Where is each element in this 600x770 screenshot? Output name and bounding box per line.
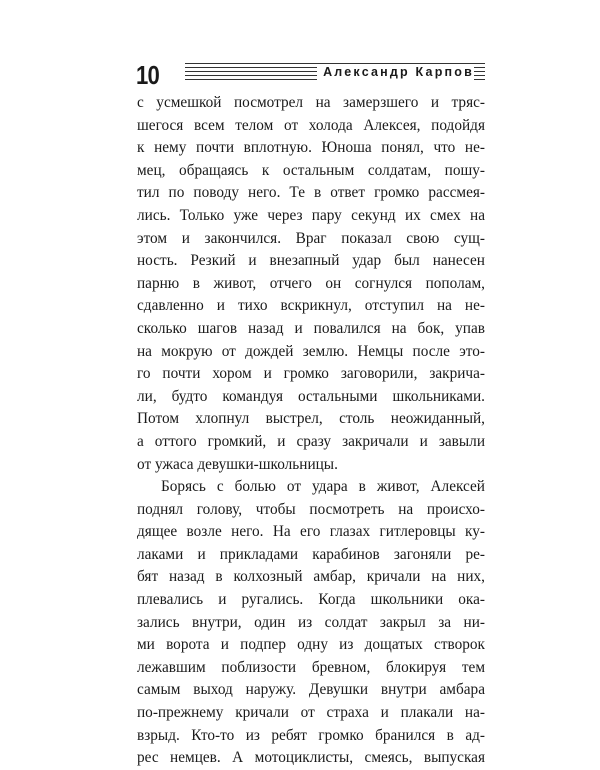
text-line: парню в живот, отчего он согнулся пополам, — [137, 274, 485, 292]
text-line: а оттого громкий, и сразу закричали и завыли — [137, 432, 485, 450]
text-line: рес немцев. А мотоциклисты, смеясь, выпуская — [137, 749, 485, 767]
text-line: этом и закончился. Враг показал свою сущ- — [137, 229, 485, 247]
text-line: Борясь с болью от удара в живот, Алексей — [161, 478, 485, 496]
page-number: 10 — [136, 60, 159, 90]
text-line: мец, обращаясь к остальным солдатам, пошу- — [137, 161, 485, 179]
text-line: ность. Резкий и внезапный удар был нанесен — [137, 252, 485, 270]
text-line: сдавленно и тихо вскрикнул, отступил на не- — [137, 297, 485, 315]
text-line: бят назад в колхозный амбар, кричали на них, — [137, 568, 485, 586]
text-line: поднял голову, чтобы посмотреть на происхо- — [137, 500, 485, 518]
running-head-author: Александр Карпов — [317, 64, 474, 80]
text-line: тил по поводу него. Те в ответ громко рассмея- — [137, 184, 485, 202]
body-text — [137, 92, 485, 770]
text-line: ми ворота и подпер одну из дощатых створок — [137, 636, 485, 654]
text-line: по-прежнему кричали от страха и плакали на- — [137, 704, 485, 722]
text-line: сколько шагов назад и повалился на бок, упав — [137, 319, 485, 337]
text-line: лежавшим поблизости бревном, блокируя тем — [137, 658, 485, 676]
text-line: лаками и прикладами карабинов загоняли ре- — [137, 545, 485, 563]
text-line: плевались и ругались. Когда школьники ока- — [137, 591, 485, 609]
text-line: ли, будто командуя остальными школьниками. — [137, 387, 485, 405]
text-line: на мокрую от дождей землю. Немцы после это- — [137, 342, 485, 360]
text-line: лись. Только уже через пару секунд их смех на — [137, 206, 485, 224]
text-line: самым выход наружу. Девушки внутри амбара — [137, 681, 485, 699]
text-line: взрыд. Кто-то из ребят громко бранился в ад- — [137, 726, 485, 744]
text-line: зались внутри, один из солдат закрыл за ни- — [137, 613, 485, 631]
text-line: дящее возле него. На его глазах гитлеровцы ку- — [137, 523, 485, 541]
text-line: с усмешкой посмотрел на замерзшего и тряс- — [137, 94, 485, 111]
text-line: го почти хором и громко заговорили, закрича- — [137, 365, 485, 383]
text-line: шегося всем телом от холода Алексея, подойдя — [137, 116, 485, 134]
text-line: Потом хлопнул выстрел, столь неожиданный, — [137, 410, 485, 428]
text-line: от ужаса девушки-школьницы. — [137, 455, 338, 473]
text-line: к нему почти вплотную. Юноша понял, что не- — [137, 139, 485, 157]
